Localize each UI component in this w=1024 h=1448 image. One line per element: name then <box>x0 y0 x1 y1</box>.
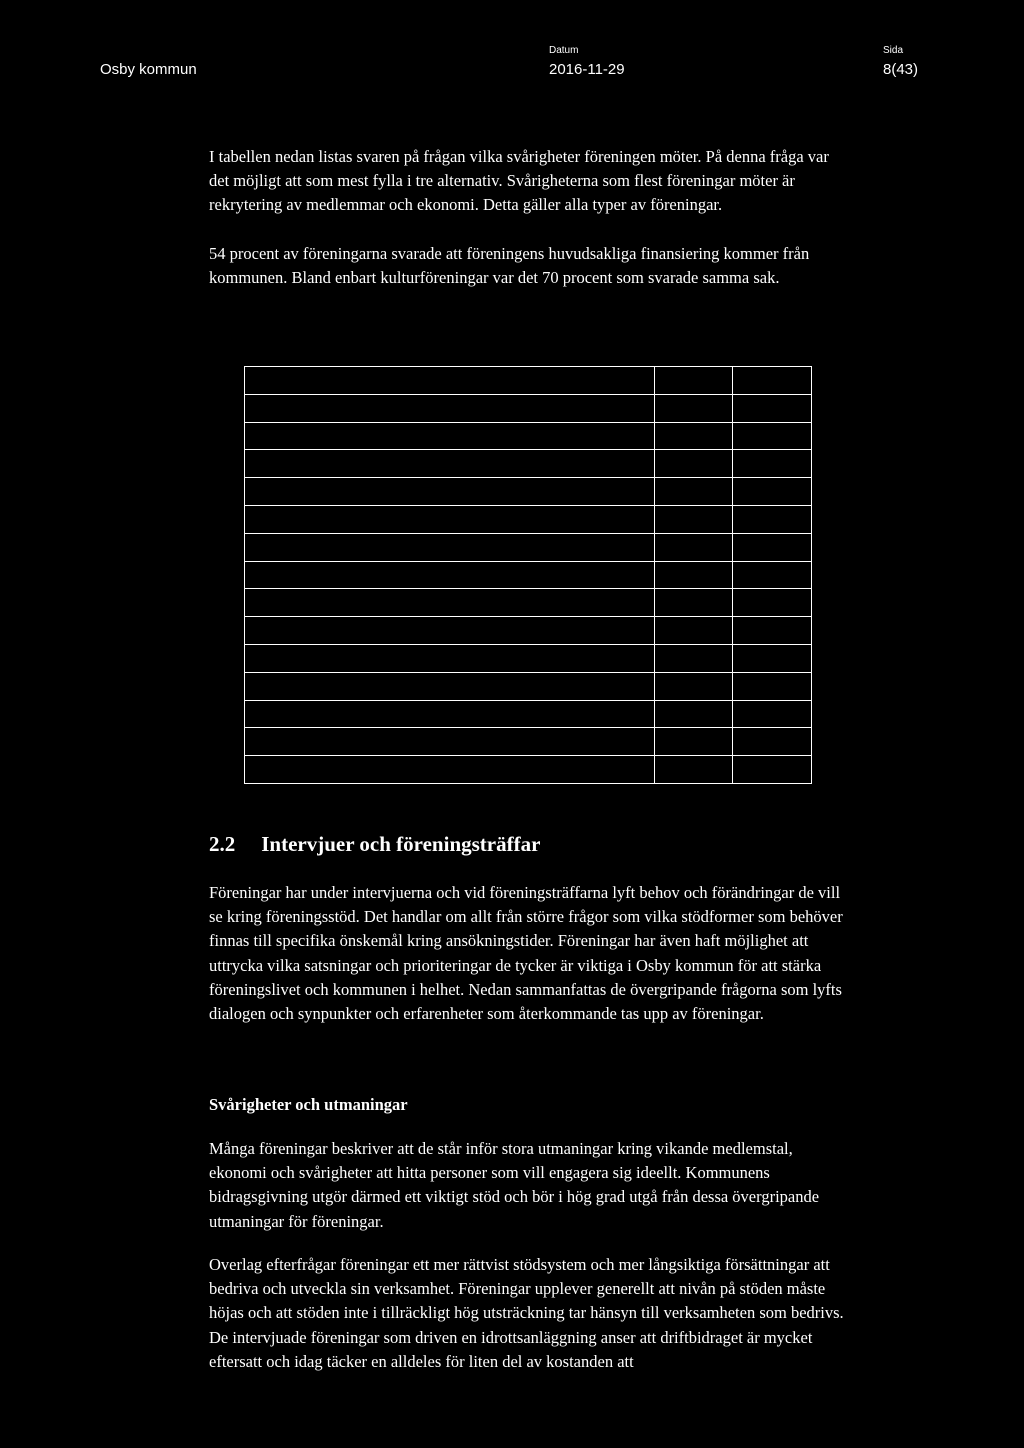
table-cell <box>245 756 655 784</box>
section-title: Intervjuer och föreningsträffar <box>261 832 541 856</box>
table-cell <box>655 644 733 672</box>
table-cell <box>245 644 655 672</box>
table-cell <box>655 533 733 561</box>
intro-paragraph-1: I tabellen nedan listas svaren på frågan vilka svårigheter föreningen möter. På denna fråga var det möjligt att som mest fylla i tre alternativ. Svårigheterna som flest föreningar möter är rekrytering av medlemmar och ekonomi. Detta gäller alla typer av föreningar. <box>209 147 829 215</box>
table-cell <box>733 367 812 395</box>
table-cell <box>655 367 733 395</box>
table-row <box>245 422 812 450</box>
table-row <box>245 394 812 422</box>
table-cell <box>245 561 655 589</box>
table-cell <box>655 478 733 506</box>
table-row <box>245 728 812 756</box>
table-cell <box>655 450 733 478</box>
subheading: Svårigheter och utmaningar <box>209 1095 408 1114</box>
table-cell <box>245 589 655 617</box>
table-cell <box>655 561 733 589</box>
table-cell <box>733 644 812 672</box>
section-paragraph-2: Många föreningar beskriver att de står inför stora utmaningar kring vikande medlemstal, ekonomi och svårigheter att hitta personer som vill engagera sig ideellt. Kommunens bidragsgivning utgör därmed ett viktigt stöd och bör i hög grad utgå från dessa övergripande utmaningar för föreningar. <box>209 1139 820 1231</box>
table-cell <box>655 422 733 450</box>
table-cell <box>245 700 655 728</box>
table-cell <box>733 617 812 645</box>
table-cell <box>733 478 812 506</box>
table-row <box>245 561 812 589</box>
table-row <box>245 700 812 728</box>
table-cell <box>655 505 733 533</box>
table-cell <box>655 394 733 422</box>
table-cell <box>733 700 812 728</box>
table-row <box>245 756 812 784</box>
table-cell <box>245 478 655 506</box>
date-value: 2016-11-29 <box>549 61 625 78</box>
table-cell <box>733 672 812 700</box>
intro-section <box>209 145 849 290</box>
page-number: 8(43) <box>883 61 919 78</box>
table-cell <box>733 728 812 756</box>
table-cell <box>655 589 733 617</box>
table-cell <box>655 756 733 784</box>
table-cell <box>245 450 655 478</box>
section-paragraph-3: Overlag efterfrågar föreningar ett mer rättvist stödsystem och mer långsiktiga försättningar att bedriva och utveckla sin verksamhet. Föreningar upplever generellt att nivån på stöden måste höjas och att stöden inte i tillräckligt hög utsträckning tar hänsyn till verksamheten som bedrivs. De intervjuade föreningar som driven en idrottsanläggning anser att driftbidraget är mycket eftersatt och idag täcker en alldeles för liten del av kostanden att <box>209 1255 844 1371</box>
section-number: 2.2 <box>209 832 236 856</box>
table-cell <box>655 617 733 645</box>
page-label: Sida <box>883 45 904 56</box>
organization-name: Osby kommun <box>100 61 197 78</box>
table-row <box>245 672 812 700</box>
table-cell <box>245 505 655 533</box>
table-cell <box>245 394 655 422</box>
table-cell <box>245 367 655 395</box>
table-cell <box>733 394 812 422</box>
table-cell <box>245 422 655 450</box>
table-cell <box>733 450 812 478</box>
table-cell <box>245 617 655 645</box>
table-cell <box>733 533 812 561</box>
table-cell <box>655 728 733 756</box>
table-cell <box>733 589 812 617</box>
table-cell <box>245 728 655 756</box>
intro-paragraph-2: 54 procent av föreningarna svarade att föreningens huvudsakliga finansiering kommer från kommunen. Bland enbart kulturföreningar var det 70 procent som svarade samma sak. <box>209 243 810 287</box>
table-row <box>245 617 812 645</box>
table-cell <box>733 561 812 589</box>
table-cell <box>733 422 812 450</box>
difficulties-table <box>244 366 812 784</box>
table-row <box>245 478 812 506</box>
table-cell <box>245 672 655 700</box>
table-row <box>245 589 812 617</box>
table-cell <box>733 756 812 784</box>
date-label: Datum <box>549 45 579 56</box>
table-cell <box>245 533 655 561</box>
table-cell <box>655 700 733 728</box>
table-row <box>245 505 812 533</box>
section-paragraph-1: Föreningar har under intervjuerna och vid föreningsträffarna lyft behov och förändringar de vill se kring föreningsstöd. Det handlar om allt från större frågor som vilka stödformer som behöver finnas till specifika önskemål kring ansökningstider. Föreningar har även haft möjlighet att uttrycka vilka satsningar och prioriteringar de tycker är viktiga i Osby kommun för att stärka föreningslivet och kommunen i helhet. Nedan sammanfattas de övergripande frågorna som lyfts dialogen och synpunkter och erfarenheter som återkommande tas upp av föreningar. <box>209 883 843 1024</box>
table-row <box>245 533 812 561</box>
table-cell <box>655 672 733 700</box>
table-row <box>245 644 812 672</box>
section-heading <box>209 832 540 857</box>
table-row <box>245 450 812 478</box>
table-row <box>245 367 812 395</box>
table-cell <box>733 505 812 533</box>
